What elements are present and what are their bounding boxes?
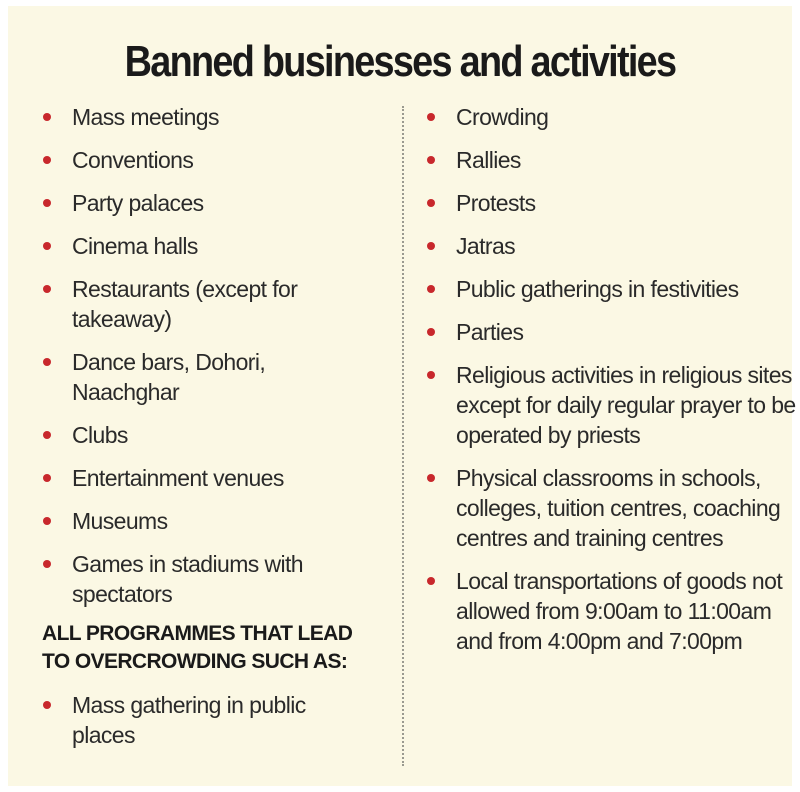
list-item [36,188,372,218]
bullet-icon [427,113,435,121]
bullet-icon [427,328,435,336]
list-item-text: Museums [72,508,168,534]
list-item-text: Jatras [456,233,516,259]
list-item-text: Crowding [456,104,549,130]
list-item-text: Rallies [456,147,521,173]
bullet-icon [43,474,51,482]
left-column [36,102,396,763]
bullet-icon [43,285,51,293]
section-list [36,690,396,750]
list-item [36,690,352,750]
bullet-icon [43,560,51,568]
bullet-icon [43,113,51,121]
list-item [420,145,780,175]
list-item [420,566,796,656]
list-item-text: Religious activities in religious sites except for daily regular prayer to be operated by priests [456,362,796,448]
list-item-text: Games in stadiums with spectators [72,551,303,607]
list-item [36,549,372,609]
page-title: Banned businesses and activities [124,37,676,86]
list-item-text: Mass gathering in public places [72,692,306,748]
list-item [420,231,780,261]
list-item [420,360,796,450]
list-item-text: Public gatherings in festivities [456,276,739,302]
list-item-text: Party palaces [72,190,204,216]
list-item-text: Protests [456,190,536,216]
list-item [420,463,796,553]
list-item [36,463,392,493]
bullet-icon [43,242,51,250]
list-item-text: Parties [456,319,524,345]
list-item [420,317,780,347]
list-item-text: Local transportations of goods not allowed from 9:00am to 11:00am and from 4:00pm and 7:00pm [456,568,783,654]
list-item-text: Mass meetings [72,104,219,130]
bullet-icon [43,517,51,525]
section-heading: ALL PROGRAMMES THAT LEAD TO OVERCROWDING SUCH AS: [42,622,353,673]
list-item-text: Dance bars, Dohori, Naachghar [72,349,266,405]
left-list [36,102,396,609]
list-item-text: Entertainment venues [72,465,284,491]
list-item-text: Conventions [72,147,194,173]
list-item [420,102,780,132]
list-item [36,274,362,334]
bullet-icon [43,199,51,207]
right-list [420,102,796,656]
bullet-icon [427,242,435,250]
list-item-text: Restaurants (except for takeaway) [72,276,298,332]
list-item-text: Physical classrooms in schools, colleges, tuition centres, coaching centres and training centres [456,465,781,551]
bullet-icon [43,358,51,366]
bullet-icon [427,285,435,293]
bullet-icon [427,577,435,585]
bullet-icon [427,474,435,482]
right-column [420,102,796,669]
column-divider [402,106,404,766]
list-item [420,188,780,218]
infographic-panel [8,6,796,786]
bullet-icon [427,371,435,379]
bullet-icon [43,701,51,709]
list-item [36,102,372,132]
list-item [36,145,372,175]
bullet-icon [427,199,435,207]
list-item [420,274,780,304]
list-item [36,506,372,536]
bullet-icon [427,156,435,164]
list-item-text: Cinema halls [72,233,198,259]
list-item [36,420,372,450]
list-item [36,231,372,261]
list-item-text: Clubs [72,422,128,448]
bullet-icon [43,156,51,164]
list-item [36,347,322,407]
bullet-icon [43,431,51,439]
